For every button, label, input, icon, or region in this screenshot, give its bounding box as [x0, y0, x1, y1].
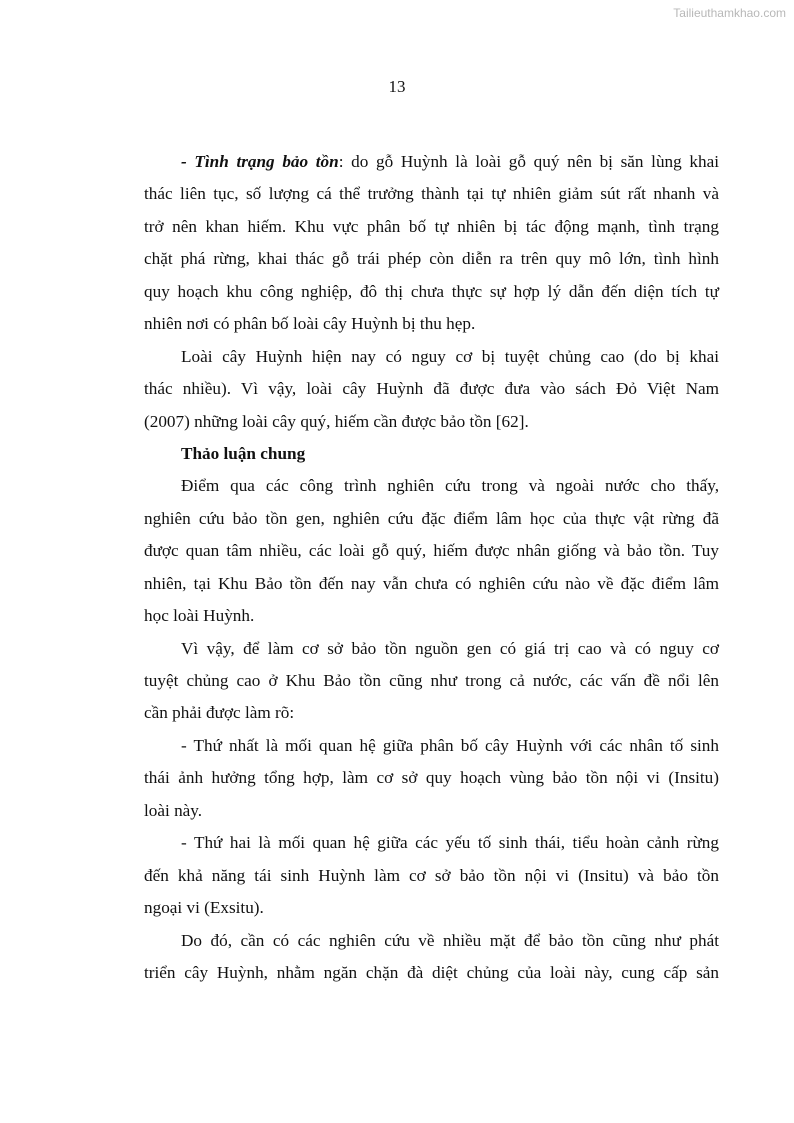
document-body: [144, 147, 719, 990]
line-text: chặt phá rừng, khai thác gỗ trái phép còn diễn ra trên quy mô lớn, tình hình: [144, 249, 719, 269]
text-line: [144, 244, 719, 276]
line-text: Thảo luận chung: [181, 443, 306, 463]
text-line: [144, 893, 719, 925]
line-text: được quan tâm nhiều, các loài gỗ quý, hiếm được nhân giống và bảo tồn. Tuy: [144, 541, 719, 561]
line-text: đến khả năng tái sinh Huỳnh làm cơ sở bảo tồn nội vi (Insitu) và bảo tồn: [144, 865, 719, 885]
line-text: (2007) những loài cây quý, hiếm cần được bảo tồn [62].: [144, 411, 529, 431]
text-line: [144, 698, 719, 730]
text-line: [144, 763, 719, 795]
text-line: [144, 796, 719, 828]
lead-term: - Tình trạng bảo tồn: [181, 152, 339, 171]
paragraph: [144, 926, 719, 991]
line-text: Loài cây Huỳnh hiện nay có nguy cơ bị tuyệt chủng cao (do bị khai: [181, 346, 719, 366]
paragraph: [144, 634, 719, 731]
text-line: [144, 634, 719, 666]
line-text: loài này.: [144, 800, 203, 820]
text-line: [144, 342, 719, 374]
line-text: Do đó, cần có các nghiên cứu về nhiều mặt để bảo tồn cũng như phát: [181, 930, 719, 950]
line-text: cần phải được làm rõ:: [144, 703, 295, 723]
paragraph: [144, 342, 719, 439]
paragraph: [144, 147, 719, 342]
line-text: học loài Huỳnh.: [144, 606, 255, 626]
text-line: [144, 828, 719, 860]
text-line: [144, 374, 719, 406]
text-line: [144, 277, 719, 309]
paragraph: [144, 471, 719, 633]
line-text: - Thứ nhất là mối quan hệ giữa phân bố cây Huỳnh với các nhân tố sinh: [181, 735, 719, 755]
line-text: thác liên tục, số lượng cá thể trưởng thành tại tự nhiên giảm sút rất nhanh và: [144, 184, 719, 204]
text-line: [144, 439, 719, 471]
page-number: 13: [388, 77, 406, 96]
line-text: nghiên cứu bảo tồn gen, nghiên cứu đặc điểm lâm học của thực vật rừng đã: [144, 508, 719, 528]
text-line: [144, 212, 719, 244]
text-line: [144, 731, 719, 763]
text-line: [144, 536, 719, 568]
text-line: [144, 926, 719, 958]
text-line: [144, 309, 719, 341]
paragraph: [144, 828, 719, 925]
text-line: [144, 666, 719, 698]
text-line: [144, 504, 719, 536]
line-text: : do gỗ Huỳnh là loài gỗ quý nên bị săn lùng khai: [338, 152, 719, 171]
line-text: Vì vậy, để làm cơ sở bảo tồn nguồn gen có giá trị cao và có nguy cơ: [181, 638, 719, 658]
line-text: thái ảnh hưởng tổng hợp, làm cơ sở quy hoạch vùng bảo tồn nội vi (Insitu): [144, 768, 719, 788]
line-text: ngoại vi (Exsitu).: [144, 898, 264, 918]
text-line: [144, 407, 719, 439]
line-text: nhiên, tại Khu Bảo tồn đến nay vẫn chưa có nghiên cứu nào về đặc điểm lâm: [144, 573, 719, 593]
line-text: Điểm qua các công trình nghiên cứu trong và ngoài nước cho thấy,: [181, 476, 719, 496]
watermark: Tailieuthamkhao.com: [673, 6, 786, 20]
line-text: nhiên nơi có phân bố loài cây Huỳnh bị thu hẹp.: [144, 314, 476, 334]
line-text: tuyệt chủng cao ở Khu Bảo tồn cũng như trong cả nước, các vấn đề nổi lên: [144, 671, 719, 690]
text-line: [144, 147, 719, 179]
paragraph: [144, 731, 719, 828]
line-text: thác nhiều). Vì vậy, loài cây Huỳnh đã được đưa vào sách Đỏ Việt Nam: [144, 379, 719, 399]
text-line: [144, 471, 719, 503]
text-line: [144, 179, 719, 211]
text-line: [144, 958, 719, 990]
line-text: - Thứ hai là mối quan hệ giữa các yếu tố sinh thái, tiểu hoàn cảnh rừng: [181, 833, 719, 853]
section-heading: [144, 439, 719, 471]
line-text: triển cây Huỳnh, nhằm ngăn chặn đà diệt chủng của loài này, cung cấp sản: [144, 962, 719, 982]
line-text: trở nên khan hiếm. Khu vực phân bố tự nhiên bị tác động mạnh, tình trạng: [144, 216, 719, 236]
text-line: [144, 861, 719, 893]
line-text: quy hoạch khu công nghiệp, đô thị chưa thực sự hợp lý dẫn đến diện tích tự: [144, 281, 719, 301]
text-line: [144, 601, 719, 633]
text-line: [144, 569, 719, 601]
